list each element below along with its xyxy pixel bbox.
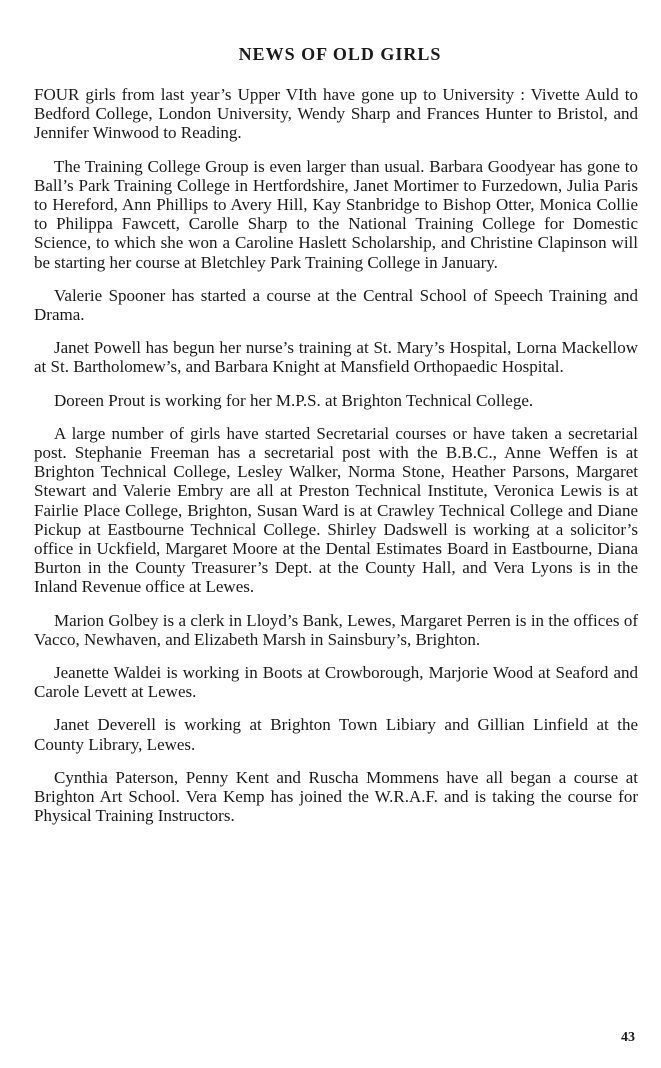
paragraph-clerks: Marion Golbey is a clerk in Lloyd’s Bank, Lewes, Margaret Perren is in the offices of Vacco, Newhaven, and Elizabeth Marsh in Sainsbury’s, Brighton. <box>34 610 638 649</box>
paragraph-boots: Jeanette Waldei is working in Boots at Crowborough, Marjorie Wood at Seaford and Carole Levett at Lewes. <box>34 663 638 702</box>
paragraph-university: FOUR girls from last year’s Upper VIth have gone up to University : Vivette Auld to Bedford College, London University, Wendy Sharp and Frances Hunter to Bristol, and Jennifer Winwood to Reading. <box>34 85 638 143</box>
page-number: 43 <box>621 1030 635 1045</box>
paragraph-speech-drama: Valerie Spooner has started a course at the Central School of Speech Training and Drama. <box>34 285 638 325</box>
paragraph-library: Janet Deverell is working at Brighton Town Libiary and Gillian Linfield at the County Library, Lewes. <box>34 715 638 754</box>
paragraph-mps: Doreen Prout is working for her M.P.S. at Brighton Technical College. <box>54 390 534 410</box>
paragraph-nursing: Janet Powell has begun her nurse’s training at St. Mary’s Hospital, Lorna Mackellow at St. Bartholomew’s, and Barbara Knight at Mansfield Orthopaedic Hospital. <box>34 338 638 377</box>
paragraph-secretarial: A large number of girls have started Secretarial courses or have taken a secretarial post. Stephanie Freeman has a secretarial post with the B.B.C., Anne Weffen is at Brighton Technical College, Lesley Walker, Norma Stone, Heather Parsons, Margaret Stewart and Valerie Embry are all at Preston Technical Institute, Veronica Lewis is at Fairlie Place College, Brighton, Susan Ward is at Crawley Technical College and Diane Pickup at Eastbourne Technical College. Shirley Dadswell is working at a solicitor’s office in Uckfield, Margaret Moore at the Dental Estimates Board in Eastbourne, Diana Burton in the County Treasurer’s Dept. at the County Hall, and Vera Lyons is in the Inland Revenue office at Lewes. <box>34 423 638 597</box>
paragraph-training-college: The Training College Group is even larger than usual. Barbara Goodyear has gone to Ball’s Park Training College in Hertfordshire, Janet Mortimer to Furzedown, Julia Paris to Hereford, Ann Phillips to Avery Hill, Kay Stanbridge to Bishop Otter, Monica Collie to Philippa Fawcett, Carolle Sharp to the National Training College for Domestic Science, to which she won a Caroline Haslett Scholarship, and Christine Clapinson will be starting her course at Bletchley Park Training College in January. <box>34 156 638 272</box>
paragraph-art-school: Cynthia Paterson, Penny Kent and Ruscha Mommens have all began a course at Brighton Art School. Vera Kemp has joined the W.R.A.F. and is taking the course for Physical Training Instructors. <box>34 767 638 826</box>
page-title: NEWS OF OLD GIRLS <box>238 44 442 64</box>
document-page <box>34 44 638 840</box>
